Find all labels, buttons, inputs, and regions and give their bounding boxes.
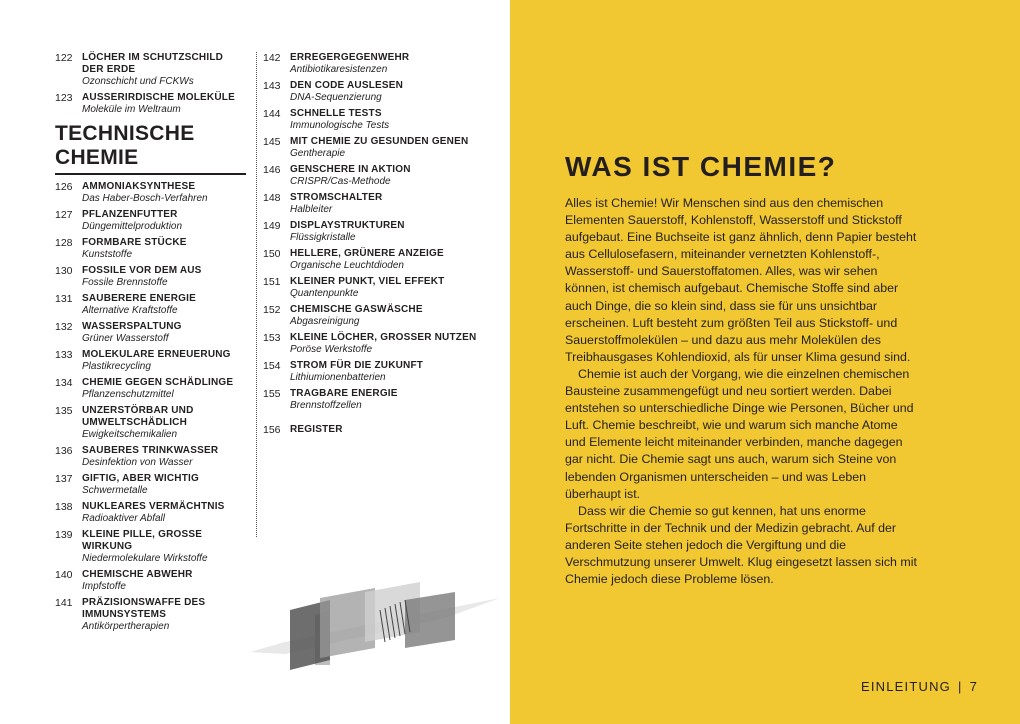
toc-title: MOLEKULARE ERNEUERUNG [82, 349, 231, 360]
toc-subtitle: Düngemittelproduktion [82, 221, 183, 232]
toc-entry[interactable] [263, 360, 493, 384]
toc-title: ERREGERGEGENWEHR [290, 52, 410, 63]
toc-subtitle: Grüner Wasserstoff [82, 333, 169, 344]
toc-subtitle: Niedermolekulare Wirkstoffe [82, 553, 208, 564]
toc-page-number: 132 [55, 321, 73, 333]
toc-page-number: 153 [263, 332, 281, 344]
footer-section-label: EINLEITUNG [860, 679, 951, 694]
article-heading: WAS IST CHEMIE? [565, 151, 837, 182]
toc-title: HELLERE, GRÜNERE ANZEIGE [290, 248, 444, 259]
toc-title: FOSSILE VOR DEM AUS [82, 265, 202, 276]
toc-page-number: 151 [263, 276, 281, 288]
toc-title: STROMSCHALTER [290, 192, 383, 203]
toc-subtitle: Brennstoffzellen [290, 400, 362, 411]
toc-title: KLEINER PUNKT, VIEL EFFEKT [290, 276, 445, 287]
toc-title: AMMONIAKSYNTHESE [82, 181, 196, 192]
toc-title: NUKLEARES VERMÄCHTNIS [82, 501, 225, 512]
toc-entry[interactable] [55, 597, 246, 633]
column-divider [256, 52, 257, 537]
toc-title: CHEMISCHE ABWEHR [82, 569, 193, 580]
article-paragraph: Chemie ist auch der Vorgang, wie die einzelnen chemischen Bausteine zusammengefügt und neu sortiert werden. Dabei entstehen so unterschiedliche Dinge wie Personen, Bücher und Luft. Chemie beschreibt, wie und warum sich manche Atome und Elemente leicht miteinander verbinden, manche dagegen gar nicht. Die Chemie sagt uns auch, warum sich Steine von lebenden Organismen unterscheiden – und was Leben überhaupt ist. [565, 366, 914, 501]
toc-column-left [55, 52, 246, 637]
toc-entry[interactable] [263, 248, 493, 272]
toc-entry[interactable] [263, 220, 493, 244]
toc-subtitle: Gentherapie [290, 148, 346, 159]
page-footer [861, 679, 978, 694]
toc-subtitle: Immunologische Tests [290, 120, 390, 131]
layered-planes-illustration [245, 570, 505, 680]
toc-title: UNZERSTÖRBAR UND UMWELTSCHÄDLICH [82, 405, 194, 428]
toc-entry[interactable] [55, 265, 246, 289]
toc-page-number: 142 [263, 52, 281, 64]
article-paragraph: Alles ist Chemie! Wir Menschen sind aus den chemischen Elementen Sauerstoff, Kohlenstoff, Wasserstoff und Stickstoff aufgebaut. Eine Buchseite ist ganz ähnlich, denn Papier besteht aus Cellulosefasern, miteinander vernetzten Kohlenstoff-, Wasserstoff- und Sauerstoffatomen. Alles, was wir sehen können, ist chemisch aufgebaut. Chemische Stoffe sind aber auch Dinge, die so klein sind, dass sie für uns unsichtbar erscheinen. Luft besteht zum größten Teil aus Stickstoff- und Sauerstoffmolekülen – und dazu aus mehr Molekülen des Treibhausgases Kohlendioxid, als für unser Klima gesund sind. [565, 196, 917, 364]
toc-page-number: 155 [263, 388, 281, 400]
toc-title: KLEINE LÖCHER, GROSSER NUTZEN [290, 332, 477, 343]
toc-page-number: 134 [55, 377, 73, 389]
toc-subtitle: Flüssigkristalle [290, 232, 356, 243]
page-number: 7 [969, 679, 978, 694]
toc-title: REGISTER [290, 424, 343, 435]
toc-subtitle: Antibiotikaresistenzen [290, 64, 388, 75]
section-heading-technical-chemistry: TECHNISCHE CHEMIE [55, 122, 246, 175]
toc-subtitle: Ewigkeitschemikalien [82, 429, 178, 440]
toc-subtitle: Abgasreinigung [290, 316, 360, 327]
toc-page-number: 122 [55, 52, 73, 64]
toc-title: TRAGBARE ENERGIE [290, 388, 398, 399]
toc-entry[interactable] [55, 181, 246, 205]
toc-page-number: 144 [263, 108, 281, 120]
toc-entry[interactable] [263, 304, 493, 328]
toc-entry[interactable] [55, 92, 246, 116]
toc-page-number: 127 [55, 209, 73, 221]
toc-title: FORMBARE STÜCKE [82, 237, 187, 248]
toc-subtitle: Halbleiter [290, 204, 333, 215]
toc-subtitle: Ozonschicht und FCKWs [82, 76, 194, 87]
toc-title: GIFTIG, ABER WICHTIG [82, 473, 199, 484]
toc-title: LÖCHER IM SCHUTZSCHILD DER ERDE [82, 52, 224, 75]
toc-entry-register[interactable] [263, 424, 493, 436]
toc-page-number: 126 [55, 181, 73, 193]
toc-subtitle: Antikörpertherapien [82, 621, 170, 632]
toc-page-number: 150 [263, 248, 281, 260]
toc-entry[interactable] [55, 377, 246, 401]
toc-group-earth-space [55, 52, 246, 116]
toc-subtitle: Das Haber-Bosch-Verfahren [82, 193, 208, 204]
toc-entry[interactable] [55, 405, 246, 441]
toc-entry[interactable] [55, 321, 246, 345]
toc-title: KLEINE PILLE, GROSSE WIRKUNG [82, 529, 203, 552]
toc-subtitle: Poröse Werkstoffe [290, 344, 373, 355]
toc-page-number: 148 [263, 192, 281, 204]
toc-entry[interactable] [55, 52, 246, 88]
toc-title: SAUBERES TRINKWASSER [82, 445, 219, 456]
toc-subtitle: Organische Leuchtdioden [290, 260, 404, 271]
toc-title: SAUBERERE ENERGIE [82, 293, 196, 304]
toc-entry[interactable] [263, 332, 493, 356]
toc-page-number: 133 [55, 349, 73, 361]
toc-entry[interactable] [263, 80, 493, 104]
toc-entry[interactable] [55, 473, 246, 497]
toc-subtitle: Moleküle im Weltraum [82, 104, 181, 115]
toc-title: MIT CHEMIE ZU GESUNDEN GENEN [290, 136, 469, 147]
toc-entry[interactable] [55, 529, 246, 565]
toc-page-number: 140 [55, 569, 73, 581]
toc-title: PFLANZENFUTTER [82, 209, 178, 220]
toc-title: DISPLAYSTRUKTUREN [290, 220, 405, 231]
toc-page-number: 135 [55, 405, 73, 417]
toc-entry[interactable] [263, 192, 493, 216]
toc-subtitle: Lithiumionenbatterien [290, 372, 386, 383]
toc-entry[interactable] [263, 136, 493, 160]
toc-title: AUSSERIRDISCHE MOLEKÜLE [82, 92, 235, 103]
toc-title: CHEMISCHE GASWÄSCHE [290, 304, 423, 315]
toc-page-number: 130 [55, 265, 73, 277]
toc-entry[interactable] [263, 108, 493, 132]
toc-page-number: 152 [263, 304, 281, 316]
toc-page-number: 149 [263, 220, 281, 232]
toc-group-technical-chemistry [55, 181, 246, 633]
toc-subtitle: Kunststoffe [82, 249, 133, 260]
toc-title: PRÄZISIONSWAFFE DES IMMUNSYSTEMS [82, 597, 206, 620]
toc-title: SCHNELLE TESTS [290, 108, 382, 119]
toc-entry[interactable] [55, 209, 246, 233]
toc-page-number: 156 [263, 424, 281, 436]
toc-page-number: 143 [263, 80, 281, 92]
toc-column-right [263, 52, 493, 440]
toc-subtitle: DNA-Sequenzierung [290, 92, 382, 103]
toc-page-number: 136 [55, 445, 73, 457]
toc-page-number: 154 [263, 360, 281, 372]
toc-entry[interactable] [55, 569, 246, 593]
toc-subtitle: Schwermetalle [82, 485, 148, 496]
toc-subtitle: Plastikrecycling [82, 361, 151, 372]
toc-title: GENSCHERE IN AKTION [290, 164, 411, 175]
toc-entry[interactable] [55, 293, 246, 317]
toc-subtitle: CRISPR/Cas-Methode [290, 176, 391, 187]
toc-group-medicine-tech [263, 52, 493, 412]
toc-title: CHEMIE GEGEN SCHÄDLINGE [82, 377, 234, 388]
toc-subtitle: Fossile Brennstoffe [82, 277, 168, 288]
toc-page-number: 141 [55, 597, 73, 609]
toc-page-number: 123 [55, 92, 73, 104]
toc-page-number: 128 [55, 237, 73, 249]
toc-subtitle: Radioaktiver Abfall [82, 513, 166, 524]
toc-page-number: 138 [55, 501, 73, 513]
toc-subtitle: Quantenpunkte [290, 288, 359, 299]
toc-title: WASSERSPALTUNG [82, 321, 182, 332]
toc-page-number: 131 [55, 293, 73, 305]
toc-entry[interactable] [263, 276, 493, 300]
toc-entry[interactable] [263, 388, 493, 412]
toc-entry[interactable] [55, 501, 246, 525]
toc-page-number: 139 [55, 529, 73, 541]
toc-entry[interactable] [263, 164, 493, 188]
toc-page-number: 146 [263, 164, 281, 176]
toc-page-number: 137 [55, 473, 73, 485]
toc-title: DEN CODE AUSLESEN [290, 80, 404, 91]
toc-subtitle: Desinfektion von Wasser [82, 457, 193, 468]
toc-page-number: 145 [263, 136, 281, 148]
toc-entry[interactable] [263, 52, 493, 76]
article-paragraph: Dass wir die Chemie so gut kennen, hat uns enorme Fortschritte in der Technik und der Medizin gebracht. Auf der anderen Seite stehen jedoch die Vergiftung und die Verschmutzung unserer Umwelt. Klug eingesetzt lassen sich mit Chemie jedoch diese Probleme lösen. [565, 503, 917, 587]
article-body [565, 195, 921, 588]
footer-separator: | [957, 679, 963, 694]
toc-subtitle: Impfstoffe [82, 581, 126, 592]
toc-entry[interactable] [55, 237, 246, 261]
toc-entry[interactable] [55, 349, 246, 373]
toc-entry[interactable] [55, 445, 246, 469]
toc-subtitle: Pflanzenschutzmittel [82, 389, 174, 400]
toc-subtitle: Alternative Kraftstoffe [82, 305, 178, 316]
toc-title: STROM FÜR DIE ZUKUNFT [290, 360, 424, 371]
